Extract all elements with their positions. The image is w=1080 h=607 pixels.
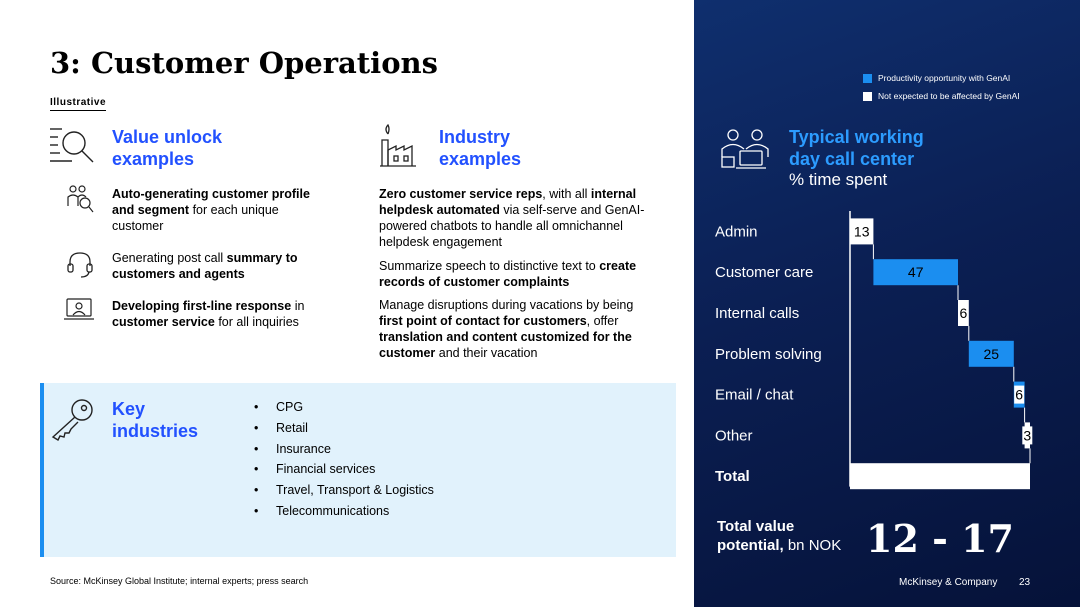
total-value: 12 - 17 xyxy=(866,516,1014,561)
chart-category-label: Problem solving xyxy=(715,345,822,363)
industry-item-2: Summarize speech to distinctive text to create records of customer complaints xyxy=(379,259,637,289)
factory-icon xyxy=(378,124,422,173)
list-item: • Financial services xyxy=(254,459,434,480)
industry-item-3: Manage disruptions during vacations by being first point of contact for customers, offer translation and content customized for the customer and their vacation xyxy=(379,298,634,360)
chart-category-label: Other xyxy=(715,427,753,445)
legend-swatch-blue xyxy=(863,74,872,83)
key-industries-list xyxy=(254,397,434,522)
chart-data-label: 6 xyxy=(959,305,968,321)
chart-bar xyxy=(850,463,1030,489)
chart-data-label: 47 xyxy=(907,264,924,281)
chart-category-label: Total xyxy=(715,468,750,486)
footer-company: McKinsey & Company xyxy=(899,577,998,588)
headset-icon xyxy=(66,250,94,285)
value-unlock-heading: Value unlock examples xyxy=(112,127,223,169)
laptop-user-icon xyxy=(64,297,94,328)
list-item: • CPG xyxy=(254,397,434,418)
illustrative-label: Illustrative xyxy=(50,97,106,111)
industry-heading: Industry examples xyxy=(439,127,522,169)
chart-category-label: Internal calls xyxy=(715,305,800,322)
value-unlock-item-3: Developing first-line response in customer service for all inquiries xyxy=(112,299,305,329)
list-item: • Travel, Transport & Logistics xyxy=(254,480,434,501)
magnifier-list-icon xyxy=(48,125,96,172)
key-icon xyxy=(50,397,96,446)
right-panel xyxy=(694,0,1080,607)
chart-category-label: Customer care xyxy=(715,264,814,282)
legend-swatch-white xyxy=(863,92,872,101)
chart-category-label: Admin xyxy=(715,223,758,241)
waterfall-chart xyxy=(694,200,1080,500)
value-unlock-item-2: Generating post call summary to customers and agents xyxy=(112,251,298,281)
footer-page-number: 23 xyxy=(1019,577,1031,588)
page-title: 3: Customer Operations xyxy=(50,46,438,80)
chart-data-label: 3 xyxy=(1023,427,1032,444)
call-center-subheading: % time spent xyxy=(789,170,888,189)
source-note: Source: McKinsey Global Institute; internal experts; press search xyxy=(50,576,309,586)
chart-data-label: 25 xyxy=(983,345,1000,362)
list-item: • Telecommunications xyxy=(254,501,434,522)
legend-item-productivity: Productivity opportunity with GenAI xyxy=(863,73,1010,83)
chart-data-label: 6 xyxy=(1015,386,1024,403)
legend-item-not-affected: Not expected to be affected by GenAI xyxy=(863,91,1020,101)
list-item: • Insurance xyxy=(254,439,434,460)
key-industries-heading: Key industries xyxy=(112,399,199,441)
chart-category-label: Email / chat xyxy=(715,386,794,404)
people-search-icon xyxy=(65,184,95,219)
list-item: • Retail xyxy=(254,418,434,439)
value-unlock-item-1: Auto-generating customer profile and segment for each unique customer xyxy=(112,187,310,233)
industry-item-1: Zero customer service reps, with all internal helpdesk automated via self-serve and GenAI- powered chatbots to handle all omnichannel helpdesk engagement xyxy=(379,187,645,249)
call-center-heading: Typical working day call center xyxy=(789,127,924,169)
chart-data-label: 13 xyxy=(853,223,870,240)
call-center-icon xyxy=(718,127,772,178)
total-value-label: Total value potential, bn NOK xyxy=(717,518,842,554)
